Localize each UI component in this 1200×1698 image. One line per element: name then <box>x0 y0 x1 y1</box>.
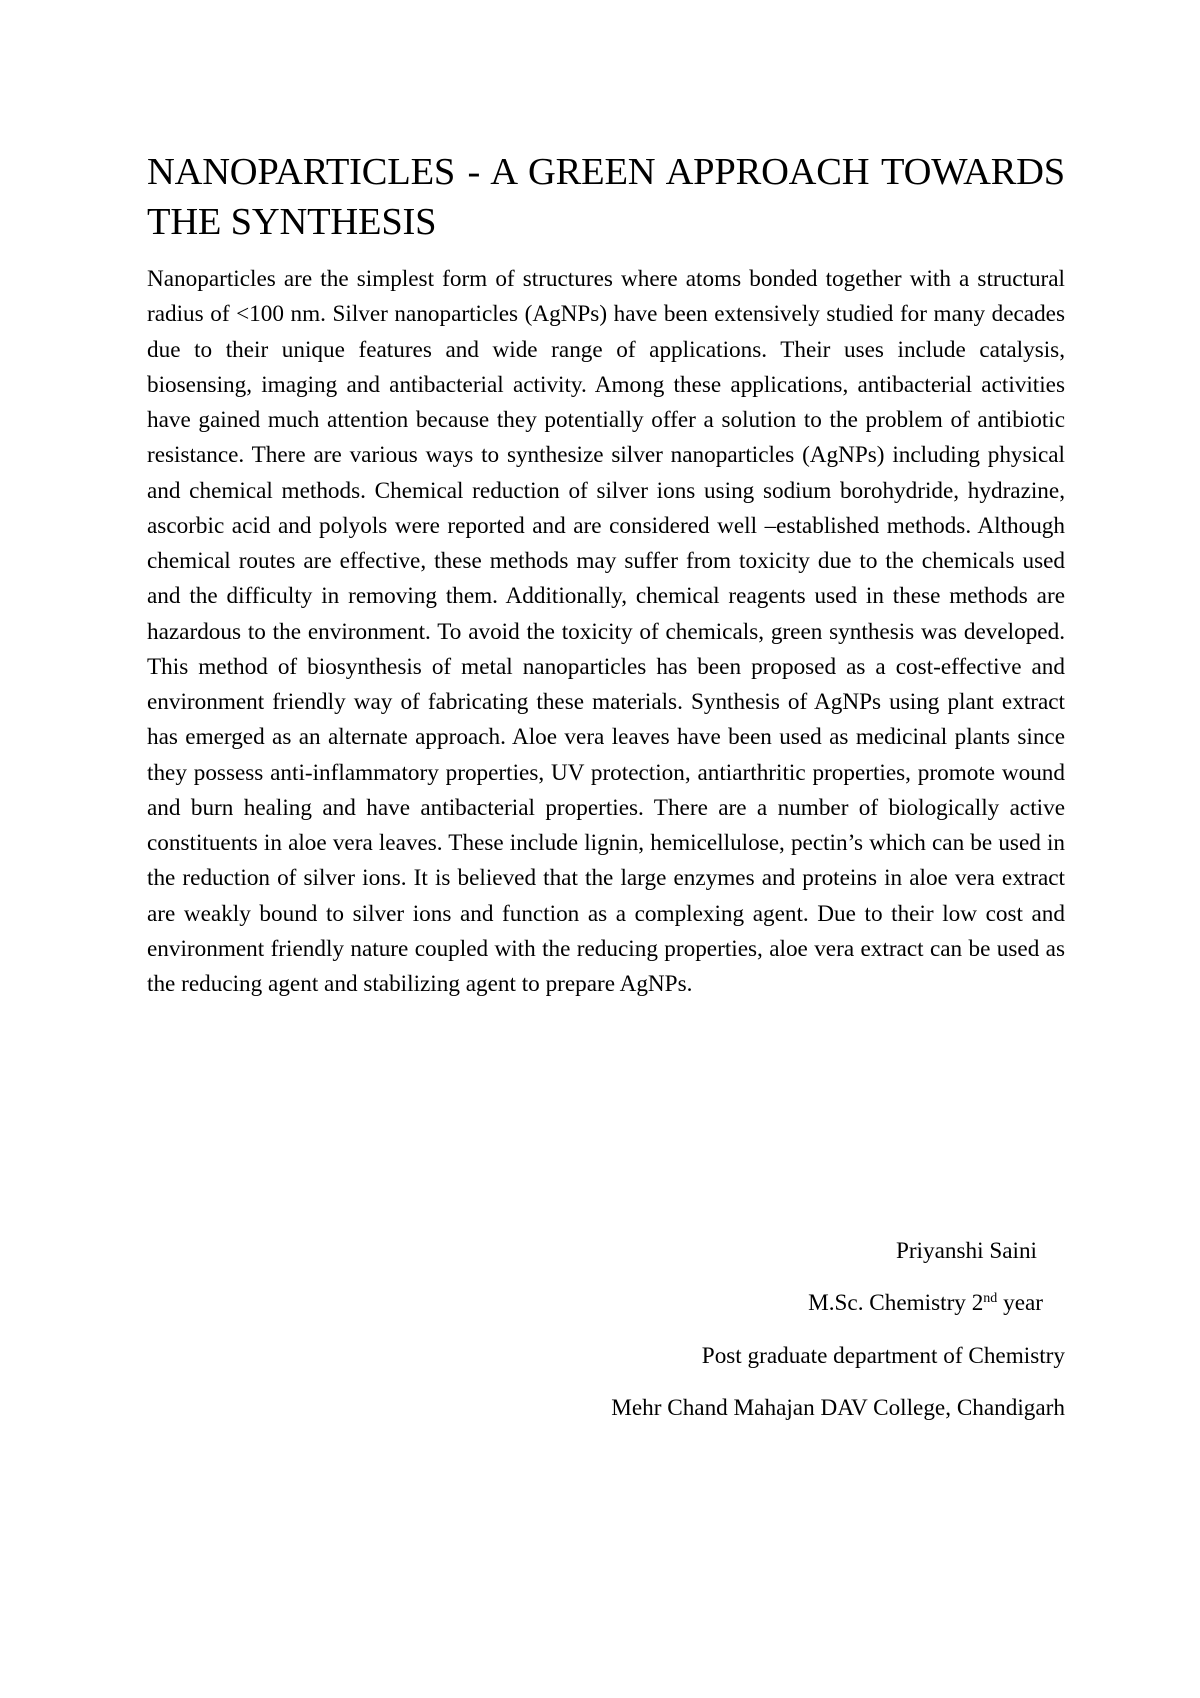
body-paragraph: Nanoparticles are the simplest form of structures where atoms bonded together with a structural radius of <100 nm. Silver nanoparticles (AgNPs) have been extensively studied for many decades due to their unique features and wide range of applications. Their uses include catalysis, biosensing, imaging and antibacterial activity. Among these applications, antibacterial activities have gained much attention because they potentially offer a solution to the problem of antibiotic resistance. There are various ways to synthesize silver nanoparticles (AgNPs) including physical and chemical methods. Chemical reduction of silver ions using sodium borohydride, hydrazine, ascorbic acid and polyols were reported and are considered well –established methods. Although chemical routes are effective, these methods may suffer from toxicity due to the chemicals used and the difficulty in removing them. Additionally, chemical reagents used in these methods are hazardous to the environment. To avoid the toxicity of chemicals, green synthesis was developed. This method of biosynthesis of metal nanoparticles has been proposed as a cost-effective and environment friendly way of fabricating these materials. Synthesis of AgNPs using plant extract has emerged as an alternate approach. Aloe vera leaves have been used as medicinal plants since they possess anti-inflammatory properties, UV protection, antiarthritic properties, promote wound and burn healing and have antibacterial properties. There are a number of biologically active constituents in aloe vera leaves. These include lignin, hemicellulose, pectin’s which can be used in the reduction of silver ions. It is believed that the large enzymes and proteins in aloe vera extract are weakly bound to silver ions and function as a complexing agent. Due to their low cost and environment friendly nature coupled with the reducing properties, aloe vera extract can be used as the reducing agent and stabilizing agent to prepare AgNPs. <box>147 266 1065 997</box>
course-suffix: year <box>997 1290 1043 1316</box>
document-title: NANOPARTICLES - A GREEN APPROACH TOWARDS THE SYNTHESIS <box>147 151 1065 243</box>
course-superscript: nd <box>983 1291 998 1306</box>
author-department: Post graduate department of Chemistry <box>701 1343 1065 1369</box>
author-course <box>808 1290 1043 1317</box>
author-college: Mehr Chand Mahajan DAV College, Chandigarh <box>611 1395 1065 1421</box>
author-name: Priyanshi Saini <box>895 1238 1037 1264</box>
course-prefix: M.Sc. Chemistry 2 <box>808 1290 984 1316</box>
